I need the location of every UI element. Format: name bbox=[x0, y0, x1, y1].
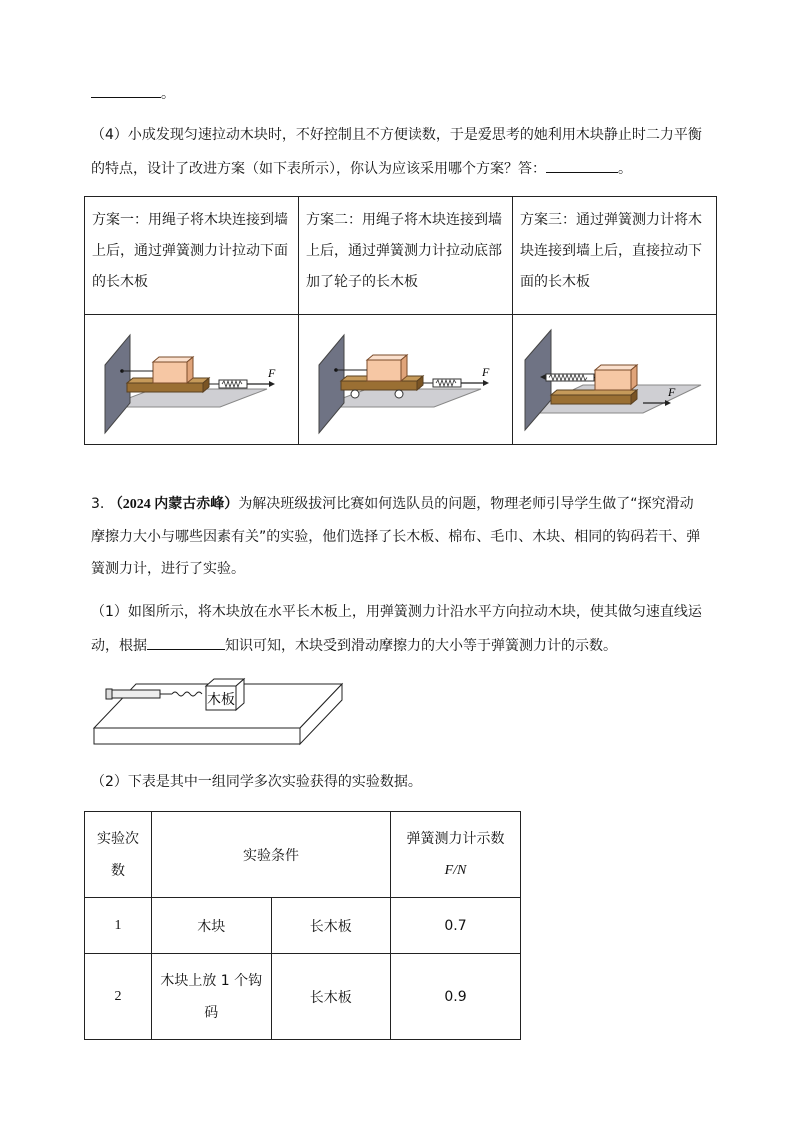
plan-3-text: 方案三：通过弹簧测力计将木 块连接到墙上后，直接拉动下 面的长木板 bbox=[513, 197, 717, 315]
force-arrow bbox=[269, 381, 275, 387]
block bbox=[367, 360, 401, 381]
answer-blank[interactable] bbox=[91, 83, 161, 98]
table-row: 1 木块 长木板 0.7 bbox=[85, 898, 521, 954]
q4-line1: （4）小成发现匀速拉动木块时，不好控制且不方便读数，于是爱思考的她利用木块静止时二力平衡 bbox=[91, 127, 702, 143]
q3-line2: 摩擦力大小与哪些因素有关”的实验，他们选择了长木板、棉布、毛巾、木块、相同的钩码若干、弹 bbox=[91, 529, 701, 545]
block bbox=[153, 362, 187, 383]
q3-line3: 簧测力计，进行了实验。 bbox=[91, 561, 245, 577]
wall bbox=[319, 335, 344, 433]
long-board-front bbox=[94, 728, 300, 744]
q4-line2: 的特点，设计了改进方案（如下表所示），你认为应该采用哪个方案？答： 。 bbox=[91, 158, 632, 179]
block-label: 木板 bbox=[207, 693, 235, 708]
wheel-icon bbox=[351, 390, 359, 398]
question-source: （2024 内蒙古赤峰） bbox=[108, 497, 239, 512]
q3-1-diagram bbox=[88, 670, 350, 750]
block bbox=[595, 370, 631, 390]
data-table bbox=[84, 811, 521, 1040]
force-label: F bbox=[268, 366, 276, 380]
force-label: F bbox=[668, 385, 676, 399]
plan-3-figure bbox=[513, 315, 717, 445]
header-trial: 实验次 数 bbox=[85, 812, 152, 898]
q3-1-line1: （1）如图所示，将木块放在水平长木板上，用弹簧测力计沿水平方向拉动木块，使其做匀速直线运 bbox=[91, 604, 702, 620]
plans-table bbox=[84, 196, 717, 445]
force-arrow bbox=[483, 380, 489, 386]
plan-1-text: 方案一：用绳子将木块连接到墙 上后，通过弹簧测力计拉动下面 的长木板 bbox=[85, 197, 299, 315]
plan-2-figure bbox=[299, 315, 513, 445]
plan-2-diagram bbox=[299, 315, 512, 440]
q3-2-intro: （2）下表是其中一组同学多次实验获得的实验数据。 bbox=[91, 774, 422, 790]
table-row: 2 木块上放 1 个钩 码 长木板 0.9 bbox=[85, 954, 521, 1040]
plan-1-diagram bbox=[85, 315, 298, 440]
header-condition: 实验条件 bbox=[152, 812, 391, 898]
q3-1-answer-blank[interactable] bbox=[147, 635, 225, 650]
prev-answer-line: 。 bbox=[91, 83, 175, 104]
plan-2-text: 方案二：用绳子将木块连接到墙 上后，通过弹簧测力计拉动底部 加了轮子的长木板 bbox=[299, 197, 513, 315]
plan-1-figure bbox=[85, 315, 299, 445]
q4-answer-blank[interactable] bbox=[546, 158, 618, 173]
plan-3-diagram bbox=[513, 315, 716, 440]
wheel-icon bbox=[395, 390, 403, 398]
header-reading: 弹簧测力计示数 F/N bbox=[391, 812, 521, 898]
question-number: 3. bbox=[91, 496, 105, 512]
spring-scale bbox=[110, 690, 160, 698]
wall bbox=[105, 335, 130, 433]
force-label: F bbox=[482, 365, 490, 379]
q3-1-line2: 动，根据 知识可知，木块受到滑动摩擦力的大小等于弹簧测力计的示数。 bbox=[91, 635, 617, 656]
q3-line1: 3. （2024 内蒙古赤峰）为解决班级拔河比赛如何选队员的问题，物理老师引导学生做了“探究滑动 bbox=[91, 496, 694, 512]
